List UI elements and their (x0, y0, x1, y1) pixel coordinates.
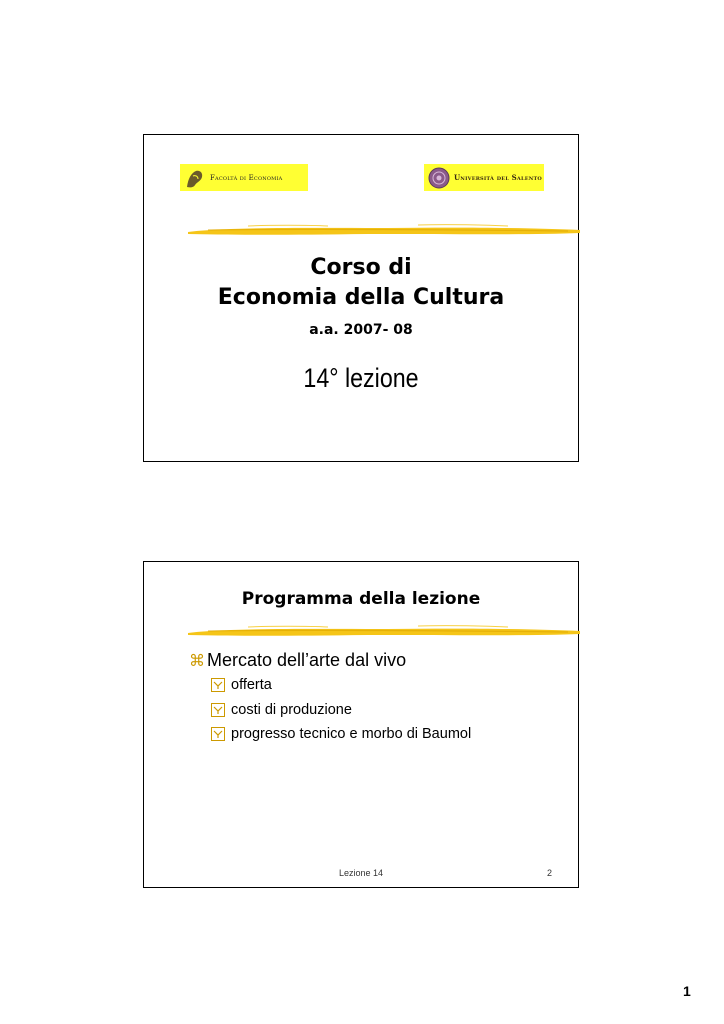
faculty-logo-text: Facoltà di Economia (210, 173, 283, 182)
university-logo-text: Università del Salento (454, 173, 542, 182)
program-slide (143, 561, 579, 888)
lesson-number: 14° lezione (303, 363, 419, 393)
checkbox-bullet-icon (211, 703, 225, 717)
slide-number: 2 (546, 868, 552, 878)
course-title (144, 253, 578, 313)
program-title: Programma della lezione (241, 589, 481, 609)
yellow-brush-stroke-divider (188, 624, 580, 638)
faculty-logo (180, 164, 308, 191)
main-bullet-text: Mercato dell’arte dal vivo (207, 650, 407, 670)
checkbox-bullet-icon (211, 678, 225, 692)
page-number: 1 (683, 983, 691, 999)
command-bullet-icon: ⌘ (189, 653, 205, 670)
faculty-emblem-icon (184, 167, 206, 189)
sub-bullet-text: progresso tecnico e morbo di Baumol (231, 726, 472, 742)
main-bullet (189, 648, 406, 674)
sub-bullet-text: costi di produzione (231, 701, 352, 718)
title-slide (143, 134, 579, 462)
list-item (211, 722, 471, 747)
sub-bullet-list (211, 673, 471, 747)
sub-bullet-text: offerta (231, 677, 272, 693)
slide-footer-label: Lezione 14 (338, 868, 384, 878)
university-seal-icon (428, 167, 450, 189)
checkbox-bullet-icon (211, 727, 225, 741)
list-item (211, 698, 471, 723)
course-title-line2: Economia della Cultura (217, 285, 505, 310)
university-logo (424, 164, 544, 191)
yellow-brush-stroke-divider (188, 223, 580, 237)
list-item (211, 673, 471, 698)
course-title-line1: Corso di (310, 255, 412, 280)
academic-year: a.a. 2007- 08 (309, 322, 413, 338)
